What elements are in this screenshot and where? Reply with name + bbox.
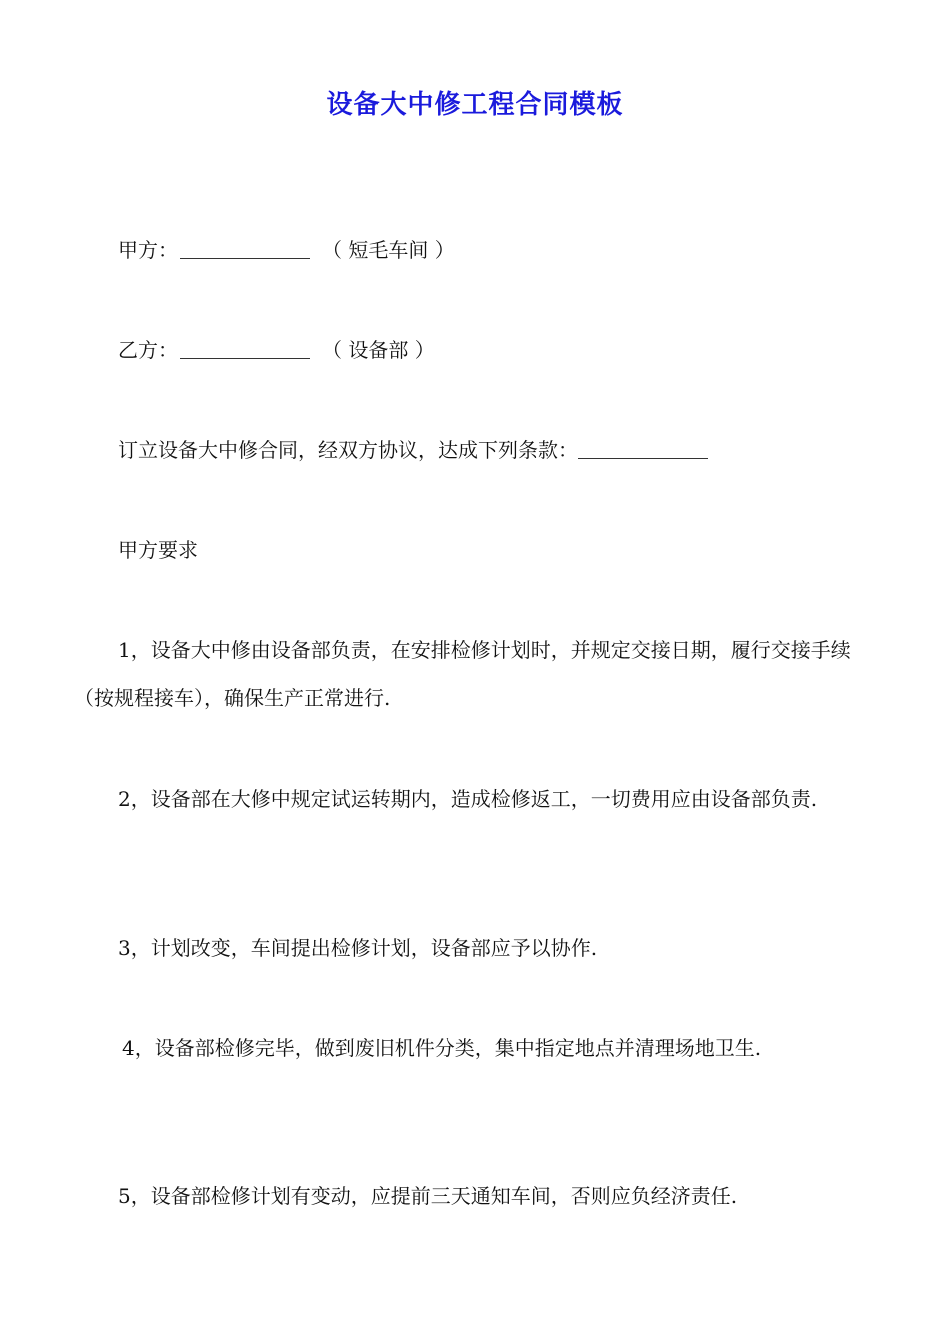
clause-4: 4，设备部检修完毕，做到废旧机件分类，集中指定地点并清理场地卫生. — [122, 1036, 762, 1060]
clause-3: 3，计划改变，车间提出检修计划，设备部应予以协作. — [118, 936, 598, 960]
party-b-note: （ 设备部 ） — [322, 338, 435, 362]
intro-line — [118, 426, 714, 474]
section-heading: 甲方要求 — [118, 538, 198, 562]
intro-blank[interactable] — [578, 438, 708, 459]
party-b-blank[interactable] — [180, 338, 310, 359]
party-a-blank[interactable] — [180, 238, 310, 259]
clause-5: 5，设备部检修计划有变动，应提前三天通知车间，否则应负经济责任. — [118, 1184, 738, 1208]
document-title: 设备大中修工程合同模板 — [326, 90, 624, 120]
party-b-line — [118, 326, 435, 374]
party-a-note: （ 短毛车间 ） — [322, 238, 455, 262]
clause-2: 2，设备部在大修中规定试运转期内，造成检修返工，一切费用应由设备部负责. — [118, 787, 818, 811]
party-a-line — [118, 226, 455, 274]
party-a-label: 甲方： — [118, 238, 178, 262]
intro-text: 订立设备大中修合同，经双方协议，达成下列条款： — [118, 438, 578, 462]
clause-1: 1，设备大中修由设备部负责，在安排检修计划时，并规定交接日期，履行交接手续（按规程接车），确保生产正常进行. — [74, 638, 851, 710]
party-b-label: 乙方： — [118, 338, 178, 362]
